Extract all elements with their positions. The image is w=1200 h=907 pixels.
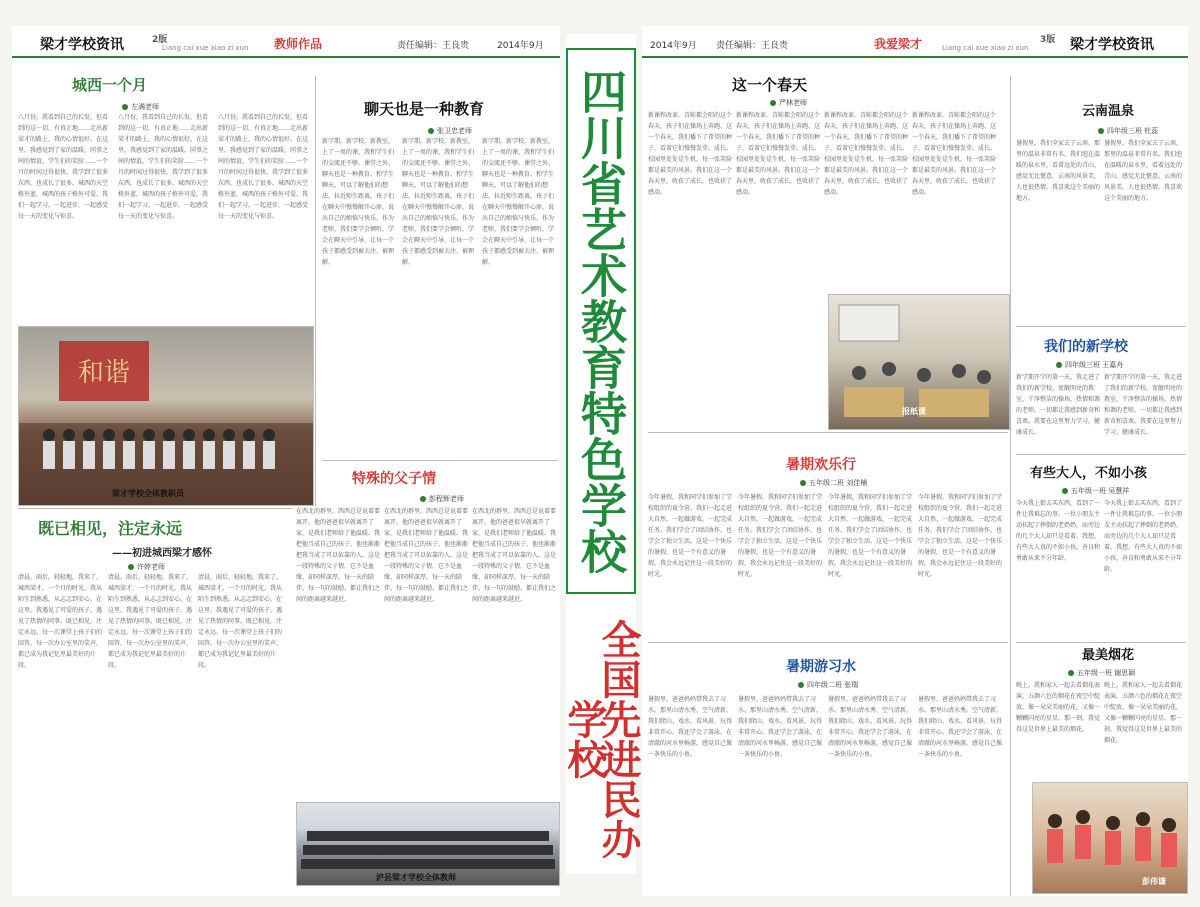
article-subtitle: ——初进城西梁才感怀 [112,548,212,559]
article-body-col3: 在西北的群里，西西总是说着要离开。他的爸爸很早就离开了家，是我们老师给了他温暖。我把他当成自己的孩子，他也渐渐把我当成了可以依靠的人。这是一段特殊的父子情，它不是血缘，却同样深厚。每一天的陪伴，每一句的鼓励，都让我们之间的距离越来越近。 [472,508,556,603]
article-body: 暑假里，爸爸妈妈带我去了习水。那里山清水秀，空气清新，我们爬山、戏水、看风景，玩得非常开心。我还学会了游泳，在清澈的河水里畅游，感觉自己像一条快乐的小鱼。 [648,696,733,758]
dot-icon [800,480,806,486]
article-body: 暑假里，我们全家去了云南。那里的温泉非常有名，我们泡在温暖的泉水里，看着远处的青山，感觉无比惬意。云南的风景美，人也很热情，我喜欢这个美丽的地方。 [1016,140,1100,202]
edition-label: 2版 [152,35,168,45]
article-title: 有些大人，不如小孩 [1030,466,1148,481]
article-byline: 四年级二班 张瑞 [798,680,858,690]
article-body: 今天我上街去买东西，看到了一件让我难忘的事。一位小朋友主动扶起了摔倒的老奶奶，而旁边的几个大人却只是看着。我想，有些大人真的不如小孩，善良和勇敢从来不分年龄。 [1016,500,1100,562]
article-body-col3: 暑假里，爸爸妈妈带我去了习水。那里山清水秀，空气清新，我们爬山、戏水、看风景，玩得非常开心。我还学会了游泳，在清澈的河水里畅游，感觉自己像一条快乐的小鱼。 [828,696,913,758]
article-byline: 许婷老师 [128,562,165,572]
photo-caption: 泸县梁才学校全体教师 [376,873,456,882]
edition-label: 3版 [1040,35,1056,45]
newspaper-brand: 梁才学校资讯 [1070,37,1154,53]
article-body-col2: 新学期开学的第一天，我走进了我们的新学校。宽敞明亮的教室，干净整洁的操场，热情和蔼的老师，一切都让我感到新奇和喜欢。我要在这里努力学习，健康成长。 [1104,374,1183,436]
dot-icon [128,564,134,570]
article-body-col2: 新学期，新学校，新教室，上了一周的课，我和学生们的交流还不够。课堂之外，聊天也是一种教育。和学生聊天，可以了解他们的想法，拉近师生距离。孩子们在聊天中慢慢敞开心扉，说出自己的烦恼与快乐。作为老师，我们要学会倾听，学会在聊天中引导，让每一个孩子都感受到被关注、被理解。 [402,138,475,266]
article-body-col2: 暑假里，爸爸妈妈带我去了习水。那里山清水秀，空气清新，我们爬山、戏水、看风景，玩得非常开心。我还学会了游泳，在清澈的河水里畅游，感觉自己像一条快乐的小鱼。 [738,696,823,758]
article-body: 在西北的群里，西西总是说着要离开。他的爸爸很早就离开了家，是我们老师给了他温暖。我把他当成自己的孩子，他也渐渐把我当成了可以依靠的人。这是一段特殊的父子情，它不是血缘，却同样深厚。每一天的陪伴，每一句的鼓励，都让我们之间的距离越来越近。 [296,508,380,603]
article-byline: 彭程辉老师 [420,494,464,504]
article-title: 既已相见，注定永远 [38,519,183,538]
article-title: 特殊的父子情 [352,471,436,487]
section-title: 教师作品 [274,37,323,51]
article-body-col3: 今年暑假，我和同学们参加了学校组织的夏令营。我们一起走进大自然，一起做游戏，一起完成任务。我们学会了团结协作，也学会了独立生活。这是一个快乐的暑假，也是一个有意义的暑假，我会永远记住这一段美好的时光。 [828,494,913,578]
right-header [642,32,1188,58]
article-body: 新学期，新学校，新教室，上了一周的课，我和学生们的交流还不够。课堂之外，聊天也是一种教育。和学生聊天，可以了解他们的想法，拉近师生距离。孩子们在聊天中慢慢敞开心扉，说出自己的烦恼与快乐。作为老师，我们要学会倾听，学会在聊天中引导，让每一个孩子都感受到被关注、被理解。 [322,138,395,266]
date-label: 2014年9月 [650,41,697,51]
date-label: 2014年9月 [497,41,544,51]
newspaper-brand: 梁才学校资讯 [40,37,124,53]
dot-icon [428,128,434,134]
edition-sub: Liang cai xue xiao zi xun [162,44,249,52]
article-byline: 四年级三班 王嘉舟 [1056,360,1123,370]
article-byline: 张卫忠老师 [428,126,472,136]
dot-icon [122,104,128,110]
article-title: 聊天也是一种教育 [364,100,485,118]
article-body-col3: 新课程改革，青蛙都会唱的这个春天，孩子们在操场上奔跑。这一个春天，我们播下了希望的种子，看着它们慢慢发芽、成长。校园里处处是生机，每一张笑脸都是最美的风景。我们在这一个春天里，收获了成长，也收获了感动。 [824,112,908,196]
article-title: 云南温泉 [1082,104,1135,119]
article-body: 新课程改革，青蛙都会唱的这个春天，孩子们在操场上奔跑。这一个春天，我们播下了希望的种子，看着它们慢慢发芽、成长。校园里处处是生机，每一张笑脸都是最美的风景。我们在这一个春天里，收获了成长，也收获了感动。 [648,112,732,196]
article-title: 暑期欢乐行 [786,457,856,473]
dot-icon [798,682,804,688]
editor-label: 责任编辑：王良贵 [397,41,470,51]
photo-caption: 梁才学校全体教职员 [112,489,184,498]
article-title: 城西一个月 [72,76,148,94]
article-body-col4: 今年暑假，我和同学们参加了学校组织的夏令营。我们一起走进大自然，一起做游戏，一起完成任务。我们学会了团结协作，也学会了独立生活。这是一个快乐的暑假，也是一个有意义的暑假，我会永远记住这一段美好的时光。 [918,494,1003,578]
section-title: 我爱梁才 [874,37,923,51]
dot-icon [1062,488,1068,494]
editor-label: 责任编辑：王良贵 [716,41,789,51]
dot-icon [1068,670,1074,676]
edition-sub: Liang cai xue xiao zi xun [942,44,1029,52]
article-body: 今年暑假，我和同学们参加了学校组织的夏令营。我们一起走进大自然，一起做游戏，一起完成任务。我们学会了团结协作，也学会了独立生活。这是一个快乐的暑假，也是一个有意义的暑假，我会永远记住这一段美好的时光。 [648,494,733,578]
article-body-col3: 清晨，雨后，轻轻地，我来了，城西梁才。一个月的时光，我从陌生到熟悉，从忐忑到安心。在这里，我遇见了可爱的孩子，遇见了热情的同事。既已相见，注定永远。每一次课堂上孩子们的回答，每一次办公室里的笑声，都已成为我记忆里最美好的片段。 [198,574,283,669]
article-body-col4: 暑假里，爸爸妈妈带我去了习水。那里山清水秀，空气清新，我们爬山、戏水、看风景，玩得非常开心。我还学会了游泳，在清澈的河水里畅游，感觉自己像一条快乐的小鱼。 [918,696,1003,758]
article-body-col2: 新课程改革，青蛙都会唱的这个春天，孩子们在操场上奔跑。这一个春天，我们播下了希望的种子，看着它们慢慢发芽、成长。校园里处处是生机，每一张笑脸都是最美的风景。我们在这一个春天里，收获了成长，也收获了感动。 [736,112,820,196]
dot-icon [770,100,776,106]
article-body-col2: 八月份，我看到自己的长发，但看到的这一切，有真正地……走出新梁才的路上，我的心情很好。在这里，我感觉到了家的温暖，同事之间的情谊，学生们的笑脸……一个月的时间过得很快，我学到了很多东西，也成长了很多。城西的天空格外蓝，城西的孩子格外可爱。我们一起学习，一起进步，一起感受每一天的变化与惊喜。 [118,114,209,220]
article-title: 我们的新学校 [1044,339,1128,355]
article-title: 暑期游习水 [786,659,856,675]
photo-caption: 彭伟谦 [1142,877,1166,886]
group-photo-art [19,327,313,505]
article-byline: 左满老师 [122,102,159,112]
plaque-text: 和谐 [77,358,131,388]
article-body-col2: 清晨，雨后，轻轻地，我来了，城西梁才。一个月的时光，我从陌生到熟悉，从忐忑到安心。在这里，我遇见了可爱的孩子，遇见了热情的同事。既已相见，注定永远。每一次课堂上孩子们的回答，每一次办公室里的笑声，都已成为我记忆里最美好的片段。 [108,574,193,669]
dot-icon [1056,362,1062,368]
left-header [12,32,560,58]
right-page [642,26,1188,896]
article-body-col2: 暑假里，我们全家去了云南。那里的温泉非常有名，我们泡在温暖的泉水里，看着远处的青山，感觉无比惬意。云南的风景美，人也很热情，我喜欢这个美丽的地方。 [1104,140,1183,202]
article-title: 这一个春天 [732,76,808,94]
dot-icon [1098,128,1104,134]
photo-caption: 报纸课 [902,407,926,416]
article-byline: 五年级一班 谢思颖 [1068,668,1135,678]
article-body-col3: 八月份，我看到自己的长发，但看到的这一切，有真正地……走出新梁才的路上，我的心情很好。在这里，我感觉到了家的温暖，同事之间的情谊，学生们的笑脸……一个月的时间过得很快，我学到了很多东西，也成长了很多。城西的天空格外蓝，城西的孩子格外可爱。我们一起学习，一起进步，一起感受每一天的变化与惊喜。 [218,114,309,220]
left-page [12,26,560,896]
article-body-col2: 今年暑假，我和同学们参加了学校组织的夏令营。我们一起走进大自然，一起做游戏，一起完成任务。我们学会了团结协作，也学会了独立生活。这是一个快乐的暑假，也是一个有意义的暑假，我会永远记住这一段美好的时光。 [738,494,823,578]
article-body-col4: 新课程改革，青蛙都会唱的这个春天，孩子们在操场上奔跑。这一个春天，我们播下了希望的种子，看着它们慢慢发芽、成长。校园里处处是生机，每一张笑脸都是最美的风景。我们在这一个春天里，收获了成长，也收获了感动。 [912,112,997,196]
article-body-col2: 晚上，我和家人一起去看烟花表演。五颜六色的烟花在夜空中绽放，像一朵朵美丽的花，又像一颗颗闪亮的星星。那一刻，我觉得这是世界上最美的烟花。 [1104,682,1183,744]
article-body: 新学期开学的第一天，我走进了我们的新学校。宽敞明亮的教室，干净整洁的操场，热情和蔼的老师，一切都让我感到新奇和喜欢。我要在这里努力学习，健康成长。 [1016,374,1100,436]
center-banner [561,34,642,874]
article-body: 晚上，我和家人一起去看烟花表演。五颜六色的烟花在夜空中绽放，像一朵朵美丽的花，又像一颗颗闪亮的星星。那一刻，我觉得这是世界上最美的烟花。 [1016,682,1100,733]
article-body-col2: 在西北的群里，西西总是说着要离开。他的爸爸很早就离开了家，是我们老师给了他温暖。我把他当成自己的孩子，他也渐渐把我当成了可以依靠的人。这是一段特殊的父子情，它不是血缘，却同样深厚。每一天的陪伴，每一句的鼓励，都让我们之间的距离越来越近。 [384,508,468,603]
article-body-col3: 新学期，新学校，新教室，上了一周的课，我和学生们的交流还不够。课堂之外，聊天也是一种教育。和学生聊天，可以了解他们的想法，拉近师生距离。孩子们在聊天中慢慢敞开心扉，说出自己的烦恼与快乐。作为老师，我们要学会倾听，学会在聊天中引导，让每一个孩子都感受到被关注、被理解。 [482,138,555,266]
article-title: 最美烟花 [1082,648,1135,663]
article-byline: 五年级二班 刘佳楠 [800,478,867,488]
article-byline: 严林老师 [770,98,807,108]
group-photo [18,326,314,506]
article-byline: 四年级三班 杜蕊 [1098,126,1158,136]
article-body: 清晨，雨后，轻轻地，我来了，城西梁才。一个月的时光，我从陌生到熟悉，从忐忑到安心。在这里，我遇见了可爱的孩子，遇见了热情的同事。既已相见，注定永远。每一次课堂上孩子们的回答，每一次办公室里的笑声，都已成为我记忆里最美好的片段。 [18,574,103,669]
article-byline: 五年级一班 吴慧祥 [1062,486,1129,496]
article-body: 八月份，我看到自己的长发，但看到的这一切，有真正地……走出新梁才的路上，我的心情很好。在这里，我感觉到了家的温暖，同事之间的情谊，学生们的笑脸……一个月的时间过得很快，我学到了很多东西，也成长了很多。城西的天空格外蓝，城西的孩子格外可爱。我们一起学习，一起进步，一起感受每一天的变化与惊喜。 [18,114,109,220]
banner-title-1: 四川省艺术教育特色学校 [566,48,636,594]
dot-icon [420,496,426,502]
banner-title-2: 全国先进民办学校 [561,619,642,859]
article-body-col2: 今天我上街去买东西，看到了一件让我难忘的事。一位小朋友主动扶起了摔倒的老奶奶，而旁边的几个大人却只是看着。我想，有些大人真的不如小孩，善良和勇敢从来不分年龄。 [1104,500,1183,573]
